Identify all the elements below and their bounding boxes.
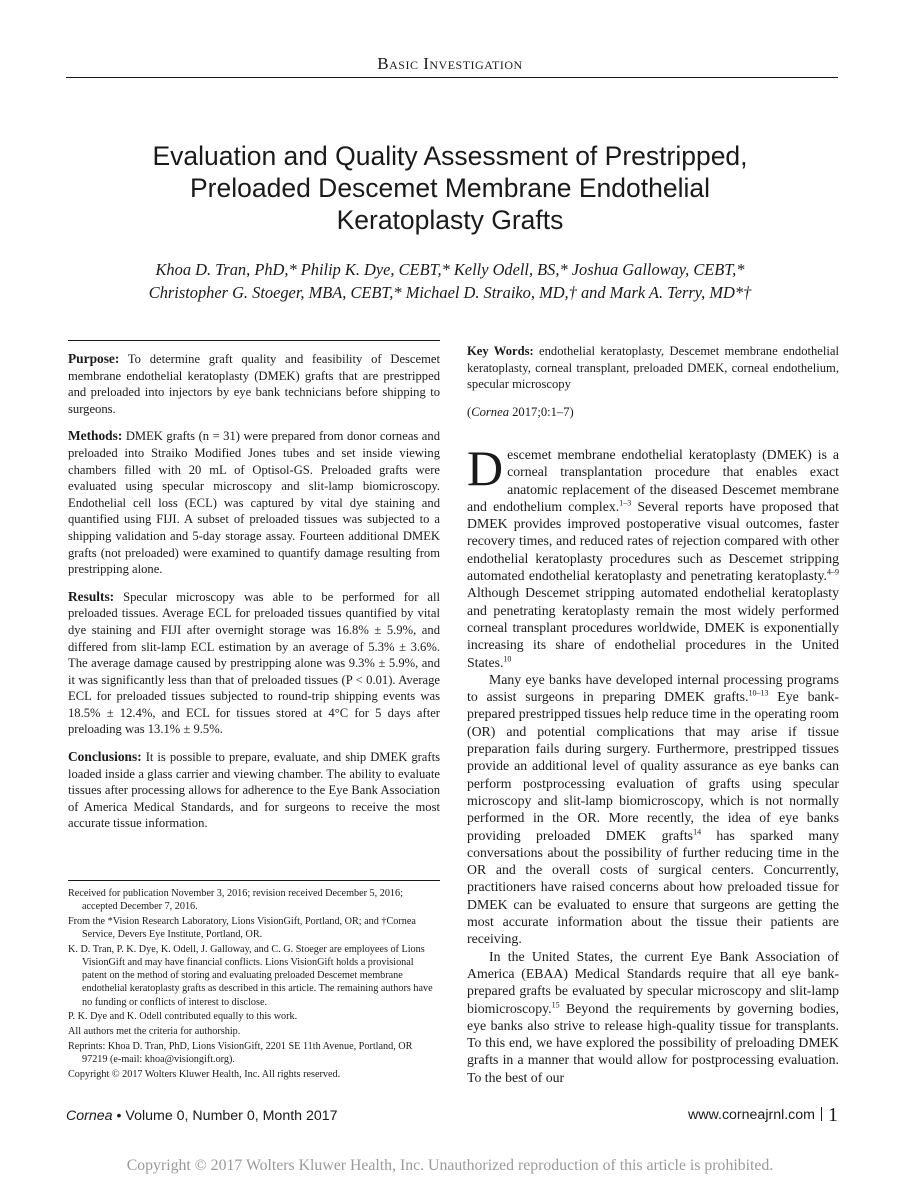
footnote-received: Received for publication November 3, 2016; revision received December 5, 2016; accepted December 7, 2016. (68, 888, 403, 913)
body-text: Eye bank-prepared prestripped tissues help reduce time in the operating room (OR) and potential complications that may arise if tissue preparation fails during surgery. Furthermore, prestripped tissues provide an additional level of quality assurance as eye banks can perform postprocessing evaluation of grafts using specular microscopy and slit-lamp biomicroscopy, which is not normally performed in the OR. More recently, the idea of eye banks providing preloaded DMEK grafts (467, 689, 840, 843)
keywords-label: Key Words: (467, 344, 534, 358)
citation-ref: 10 (503, 653, 512, 663)
keywords-text: endothelial keratoplasty, Descemet membrane endothelial keratoplasty, corneal transplant, preloaded DMEK, corneal endothelium, specular microscopy (467, 344, 839, 392)
abstract-label: Results: (68, 588, 115, 604)
footnote-conflicts: K. D. Tran, P. K. Dye, K. Odell, J. Galloway, and C. G. Stoeger are employees of Lions VisionGift and may have financial conflicts. Lions VisionGift holds a provisional patent on the method of storing and evaluating preloaded Descemet membrane endothelial keratoplasty grafts as described in this article. The remaining authors have no funding or conflicts of interest to disclose. (68, 943, 433, 1008)
abstract-text: To determine graft quality and feasibility of Descemet membrane endothelial keratoplasty (DMEK) grafts that are prestripped and preloaded into injectors by eye bank technicians before shipping to surgeons. (68, 352, 440, 416)
footnotes (68, 880, 440, 1082)
abstract-label: Conclusions: (68, 749, 142, 765)
abstract-purpose (68, 351, 440, 417)
citation-ref: 14 (693, 826, 702, 836)
footer-issue: • Volume 0, Number 0, Month 2017 (112, 1108, 338, 1124)
footnote-reprints: Reprints: Khoa D. Tran, PhD, Lions VisionGift, 2201 SE 11th Avenue, Portland, OR 97219 (e-mail: khoa@visiongift.org). (68, 1040, 413, 1065)
citation-ref: 10–13 (748, 688, 769, 698)
footer-site (688, 1104, 838, 1127)
drop-cap: D (467, 440, 504, 496)
title-line: Preloaded Descemet Membrane Endothelial (190, 173, 710, 203)
section-label: Basic Investigation (377, 54, 523, 73)
body-text: Many eye banks have developed internal processing programs to assist surgeons in preparing DMEK grafts. (467, 671, 839, 705)
footer-journal-info (66, 1108, 338, 1124)
abstract-text: DMEK grafts (n = 31) were prepared from donor corneas and preloaded into Straiko Modified Jones tubes and set inside viewing chambers filled with 20 mL of Optisol-GS. Preloaded grafts were evaluated using specular microscopy and slit-lamp biomicroscopy. Endothelial cell loss (ECL) was captured by vital dye staining and quantified using FIJI. A subset of preloaded tissues was subjected to a shipping validation and 5-day storage assay. Fourteen additional DMEK grafts (not preloaded) were examined to quantify damage resulting from prestripping alone. (68, 429, 440, 577)
citation-paren: ( (467, 404, 472, 419)
citation (467, 404, 839, 421)
body-text: has sparked many conversations about the possibility of further reducing time in the OR and the overall costs of surgical centers. Concurrently, practitioners have raised concerns about how preloaded tissue for DMEK can be evaluated to ensure that surgeons are getting the most accurate information about the tissue their patients are receiving. (467, 827, 839, 947)
article-title (0, 140, 900, 236)
keywords-block (467, 343, 839, 420)
abstract (68, 340, 440, 843)
footer-website[interactable]: www.corneajrnl.com (688, 1107, 815, 1123)
abstract-conclusions (68, 749, 440, 832)
footnote-equal-contribution: P. K. Dye and K. Odell contributed equally to this work. (68, 1011, 298, 1023)
body-paragraph (467, 948, 839, 1086)
abstract-text: It is possible to prepare, evaluate, and ship DMEK grafts loaded inside a glass carrier and viewing chamber. The ability to evaluate tissues after processing allows for adherence to the Eye Bank Association of America Medical Standards, and for surgeons to receive the most accurate tissue information. (68, 750, 440, 831)
copyright-banner: Copyright © 2017 Wolters Kluwer Health, Inc. Unauthorized reproduction of this article is prohibited. (126, 1157, 774, 1174)
header-rule (66, 77, 838, 78)
citation-journal: Cornea (471, 404, 509, 419)
page-number: 1 (828, 1104, 838, 1126)
body-paragraph (467, 440, 839, 671)
citation-ref: 4–9 (827, 567, 839, 577)
body-text: Several reports have proposed that DMEK provides improved postoperative visual outcomes, faster recovery times, and reduced rates of rejection compared with other endothelial keratoplasty procedures such as Descemet stripping automated endothelial keratoplasty and penetrating keratoplasty. (467, 498, 839, 584)
citation-ref: 15 (551, 999, 560, 1009)
author-line: Khoa D. Tran, PhD,* Philip K. Dye, CEBT,* Kelly Odell, BS,* Joshua Galloway, CEBT,* (155, 260, 745, 279)
footer-journal: Cornea (66, 1108, 113, 1124)
citation-rest: 2017;0:1–7) (508, 404, 574, 419)
body-text: In the United States, the current Eye Bank Association of America (EBAA) Medical Standards require that all eye bank-prepared grafts be evaluated by specular microscopy and slit-lamp biomicroscopy. (467, 948, 839, 1016)
citation-ref: 1–3 (619, 498, 632, 508)
abstract-text: Specular microscopy was able to be performed for all preloaded tissues. Average ECL for preloaded tissues quantified by vital dye staining and FIJI after overnight storage was 16.8% ± 5.9%, and differed from slit-lamp ECL estimation by an average of 5.3% ± 3.6%. The average damage caused by prestripping alone was 9.3% ± 5.9%, and it was significantly less than that of preloaded tissues (P < 0.01). Average ECL for preloaded tissues subjected to round-trip shipping events was 18.5% ± 12.4%, and ECL for tissues stored at 4°C for 5 days after preloading was 13.1% ± 9.5%. (68, 589, 440, 737)
footnote-copyright: Copyright © 2017 Wolters Kluwer Health, Inc. All rights reserved. (68, 1068, 341, 1080)
footnote-authorship: All authors met the criteria for authorship. (68, 1026, 241, 1038)
body-text: Although Descemet stripping automated endothelial keratoplasty and penetrating keratoplasty remain the most widely performed corneal transplant procedures worldwide, DMEK is exponentially increasing its share of endothelial procedures in the United States. (467, 585, 839, 670)
abstract-label: Methods: (68, 428, 123, 444)
abstract-label: Purpose: (68, 351, 120, 366)
article-body (467, 440, 840, 1086)
body-text: escemet membrane endothelial keratoplasty (DMEK) is a corneal transplantation procedure that enables exact anatomic replacement of the diseased Descemet membrane and endothelium complex. (467, 447, 839, 514)
body-paragraph (467, 671, 839, 948)
abstract-results (68, 589, 440, 738)
author-list (0, 258, 900, 304)
title-line: Evaluation and Quality Assessment of Prestripped, (152, 141, 748, 171)
keywords (467, 343, 839, 393)
body-text: Beyond the requirements by governing bodies, eye banks also strive to release high-quality tissue for transplants. To this end, we have explored the possibility of preloading DMEK grafts in a manner that would allow for postprocessing evaluation. To the best of our (467, 1000, 839, 1085)
footer-divider (821, 1107, 822, 1121)
abstract-methods (68, 428, 440, 577)
footnote-affiliation: From the *Vision Research Laboratory, Lions VisionGift, Portland, OR; and †Cornea Service, Devers Eye Institute, Portland, OR. (68, 915, 416, 941)
author-line: Christopher G. Stoeger, MBA, CEBT,* Michael D. Straiko, MD,† and Mark A. Terry, MD*† (148, 283, 752, 302)
title-line: Keratoplasty Grafts (336, 205, 564, 235)
